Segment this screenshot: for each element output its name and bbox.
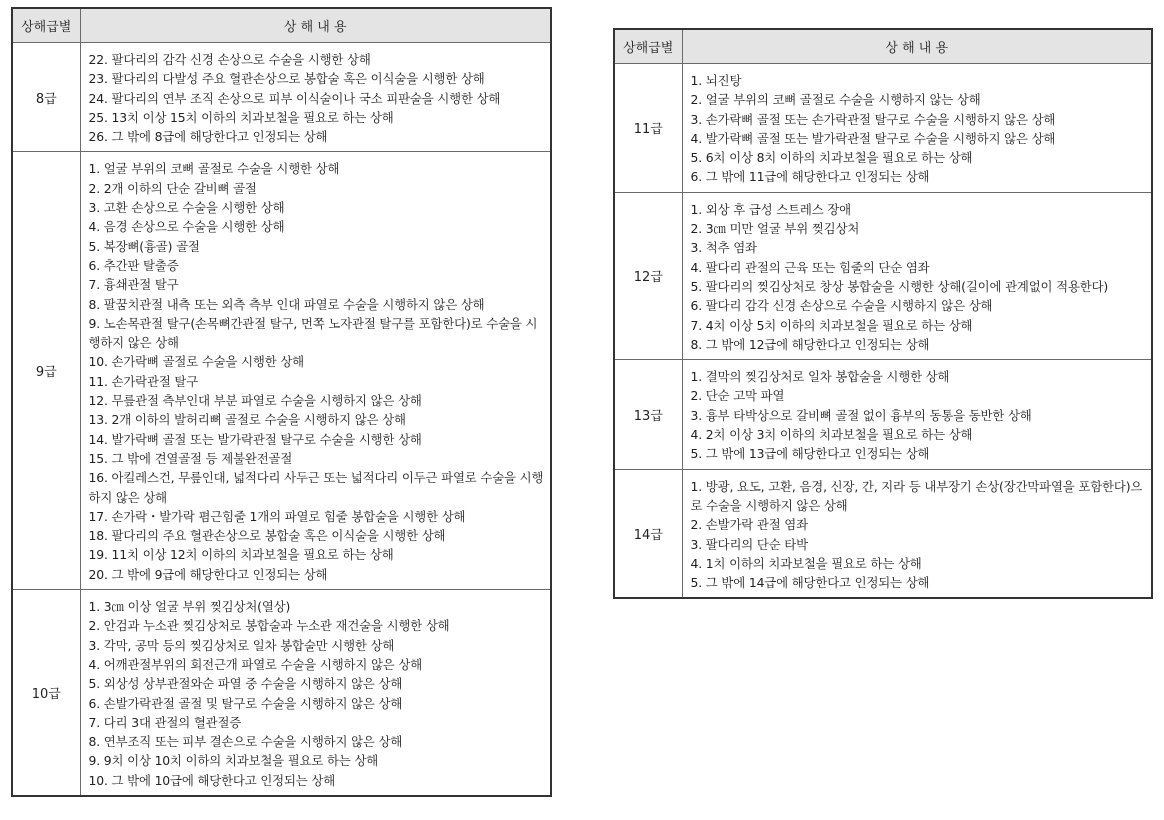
- injury-item: 4. 팔다리 관절의 근육 또는 힘줄의 단순 염좌: [690, 259, 930, 275]
- injury-item: 4. 음경 손상으로 수술을 시행한 상해: [88, 219, 285, 235]
- injury-item: 7. 다리 3대 관절의 혈관절증: [88, 714, 242, 730]
- grade-label: 13급: [614, 360, 682, 469]
- grade-group-row: [614, 469, 1152, 598]
- injury-list: [80, 152, 551, 590]
- injury-list: [682, 360, 1152, 469]
- content-column-header: 상 해 내 용: [682, 29, 1152, 64]
- injury-item: 9. 노손목관절 탈구(손목뼈간관절 탈구, 먼쪽 노자관절 탈구를 포함한다)로 수술을 시행하지 않은 상해: [88, 315, 538, 351]
- content-column-header: 상 해 내 용: [80, 8, 551, 43]
- grade-group-row: [614, 360, 1152, 469]
- injury-item: 2. 손발가락 관절 염좌: [690, 517, 808, 533]
- injury-item: 20. 그 밖에 9급에 해당한다고 인정되는 상해: [88, 566, 328, 582]
- injury-item: 16. 아킬레스건, 무릎인대, 넓적다리 사두근 또는 넓적다리 이두근 파열로 수술을 시행하지 않은 상해: [88, 470, 544, 505]
- injury-item: 23. 팔다리의 다발성 주요 혈관손상으로 봉합술 혹은 이식술을 시행한 상해: [88, 71, 485, 87]
- grade-label: 14급: [614, 469, 682, 598]
- injury-item: 5. 팔다리의 찢김상처로 창상 봉합술을 시행한 상해(길이에 관계없이 적용한다): [690, 278, 1109, 294]
- injury-item: 8. 연부조직 또는 피부 결손으로 수술을 시행하지 않은 상해: [88, 734, 403, 750]
- injury-item: 25. 13치 이상 15치 이하의 치과보철을 필요로 하는 상해: [88, 109, 394, 125]
- injury-item: 5. 그 밖에 13급에 해당한다고 인정되는 상해: [690, 446, 930, 462]
- table-header-row: [12, 8, 551, 43]
- injury-item: 5. 그 밖에 14급에 해당한다고 인정되는 상해: [690, 575, 930, 591]
- injury-item: 2. 2개 이하의 단순 갈비뼈 골절: [88, 180, 257, 196]
- injury-item: 6. 추간판 탈출증: [88, 257, 179, 273]
- injury-item: 18. 팔다리의 주요 혈관손상으로 봉합술 혹은 이식술을 시행한 상해: [88, 528, 446, 544]
- injury-item: 1. 결막의 찢김상처로 일차 봉합술을 시행한 상해: [690, 369, 950, 385]
- injury-item: 4. 어깨관절부위의 회전근개 파열로 수술을 시행하지 않은 상해: [88, 656, 423, 672]
- injury-item: 7. 4치 이상 5치 이하의 치과보철을 필요로 하는 상해: [690, 317, 973, 333]
- injury-item: 1. 외상 후 급성 스트레스 장애: [690, 201, 851, 217]
- grade-group-row: [12, 152, 551, 590]
- injury-item: 1. 뇌진탕: [690, 73, 742, 88]
- injury-item: 2. 단순 고막 파열: [690, 388, 785, 404]
- grade-group-row: [614, 64, 1152, 193]
- injury-item: 4. 발가락뼈 골절 또는 발가락관절 탈구로 수술을 시행하지 않은 상해: [690, 130, 1056, 146]
- grade-group-row: [12, 43, 551, 152]
- injury-list: [80, 43, 551, 152]
- grade-label: 8급: [12, 43, 80, 152]
- injury-item: 15. 그 밖에 견열골절 등 제불완전골절: [88, 450, 293, 466]
- injury-item: 1. 방광, 요도, 고환, 음경, 신장, 간, 지라 등 내부장기 손상(장간막파열을 포함한다)으로 수술을 시행하지 않은 상해: [690, 478, 1143, 513]
- injury-item: 11. 손가락관절 탈구: [88, 373, 199, 389]
- injury-item: 3. 각막, 공막 등의 찢김상처로 일차 봉합술만 시행한 상해: [88, 637, 395, 653]
- injury-item: 17. 손가락・발가락 폄근힘줄 1개의 파열로 힘줄 봉합술을 시행한 상해: [88, 508, 466, 524]
- injury-item: 2. 안검과 누소관 찢김상처로 봉합술과 누소관 재건술을 시행한 상해: [88, 618, 450, 634]
- grade-label: 10급: [12, 590, 80, 796]
- injury-list: [682, 64, 1152, 193]
- injury-item: 10. 그 밖에 10급에 해당한다고 인정되는 상해: [88, 772, 336, 788]
- injury-item: 2. 3㎝ 미만 얼굴 부위 찢김상처: [690, 221, 860, 237]
- injury-item: 6. 손발가락관절 골절 및 탈구로 수술을 시행하지 않은 상해: [88, 695, 403, 711]
- injury-item: 3. 팔다리의 단순 타박: [690, 536, 808, 552]
- injury-item: 22. 팔다리의 감각 신경 손상으로 수술을 시행한 상해: [88, 52, 371, 67]
- injury-item: 5. 6치 이상 8치 이하의 치과보철을 필요로 하는 상해: [690, 150, 973, 166]
- injury-item: 12. 무릎관절 측부인대 부분 파열로 수술을 시행하지 않은 상해: [88, 393, 422, 409]
- injury-item: 24. 팔다리의 연부 조직 손상으로 피부 이식술이나 국소 피판술을 시행한 상해: [88, 90, 501, 106]
- injury-item: 3. 척추 염좌: [690, 240, 757, 256]
- injury-list: [80, 590, 551, 796]
- injury-item: 26. 그 밖에 8급에 해당한다고 인정되는 상해: [88, 129, 328, 145]
- injury-item: 5. 복장뼈(흉골) 골절: [88, 238, 200, 254]
- injury-item: 3. 흉부 타박상으로 갈비뼈 골절 없이 흉부의 동통을 동반한 상해: [690, 407, 1032, 423]
- injury-item: 6. 그 밖에 11급에 해당한다고 인정되는 상해: [690, 169, 930, 185]
- grade-label: 9급: [12, 152, 80, 590]
- grade-label: 12급: [614, 192, 682, 359]
- left-injury-grade-table: [11, 7, 552, 797]
- right-injury-grade-table: [613, 28, 1153, 599]
- injury-item: 1. 3㎝ 이상 얼굴 부위 찢김상처(열상): [88, 599, 291, 615]
- grade-column-header: 상해급별: [614, 29, 682, 64]
- grade-group-row: [12, 590, 551, 796]
- injury-item: 8. 팔꿈치관절 내측 또는 외측 측부 인대 파열로 수술을 시행하지 않은 상해: [88, 296, 485, 312]
- injury-item: 8. 그 밖에 12급에 해당한다고 인정되는 상해: [690, 336, 930, 352]
- grade-column-header: 상해급별: [12, 8, 80, 43]
- table-header-row: [614, 29, 1152, 64]
- injury-item: 5. 외상성 상부관절와순 파열 중 수술을 시행하지 않은 상해: [88, 676, 403, 692]
- injury-item: 4. 1치 이하의 치과보철을 필요로 하는 상해: [690, 555, 922, 571]
- injury-item: 4. 2치 이상 3치 이하의 치과보철을 필요로 하는 상해: [690, 427, 973, 443]
- injury-item: 7. 흉쇄관절 탈구: [88, 277, 179, 293]
- injury-item: 3. 손가락뼈 골절 또는 손가락관절 탈구로 수술을 시행하지 않은 상해: [690, 111, 1056, 127]
- injury-item: 1. 얼굴 부위의 코뼈 골절로 수술을 시행한 상해: [88, 161, 340, 177]
- injury-item: 3. 고환 손상으로 수술을 시행한 상해: [88, 200, 285, 216]
- grade-group-row: [614, 192, 1152, 359]
- injury-item: 19. 11치 이상 12치 이하의 치과보철을 필요로 하는 상해: [88, 547, 394, 563]
- injury-item: 9. 9치 이상 10치 이하의 치과보철을 필요로 하는 상해: [88, 753, 379, 769]
- injury-list: [682, 469, 1152, 598]
- injury-item: 14. 발가락뼈 골절 또는 발가락관절 탈구로 수술을 시행한 상해: [88, 431, 422, 447]
- injury-item: 6. 팔다리 감각 신경 손상으로 수술을 시행하지 않은 상해: [690, 298, 993, 314]
- grade-label: 11급: [614, 64, 682, 193]
- injury-item: 13. 2개 이하의 발허리뼈 골절로 수술을 시행하지 않은 상해: [88, 412, 406, 428]
- injury-list: [682, 192, 1152, 359]
- injury-item: 10. 손가락뼈 골절로 수술을 시행한 상해: [88, 354, 304, 370]
- injury-item: 2. 얼굴 부위의 코뼈 골절로 수술을 시행하지 않는 상해: [690, 92, 981, 108]
